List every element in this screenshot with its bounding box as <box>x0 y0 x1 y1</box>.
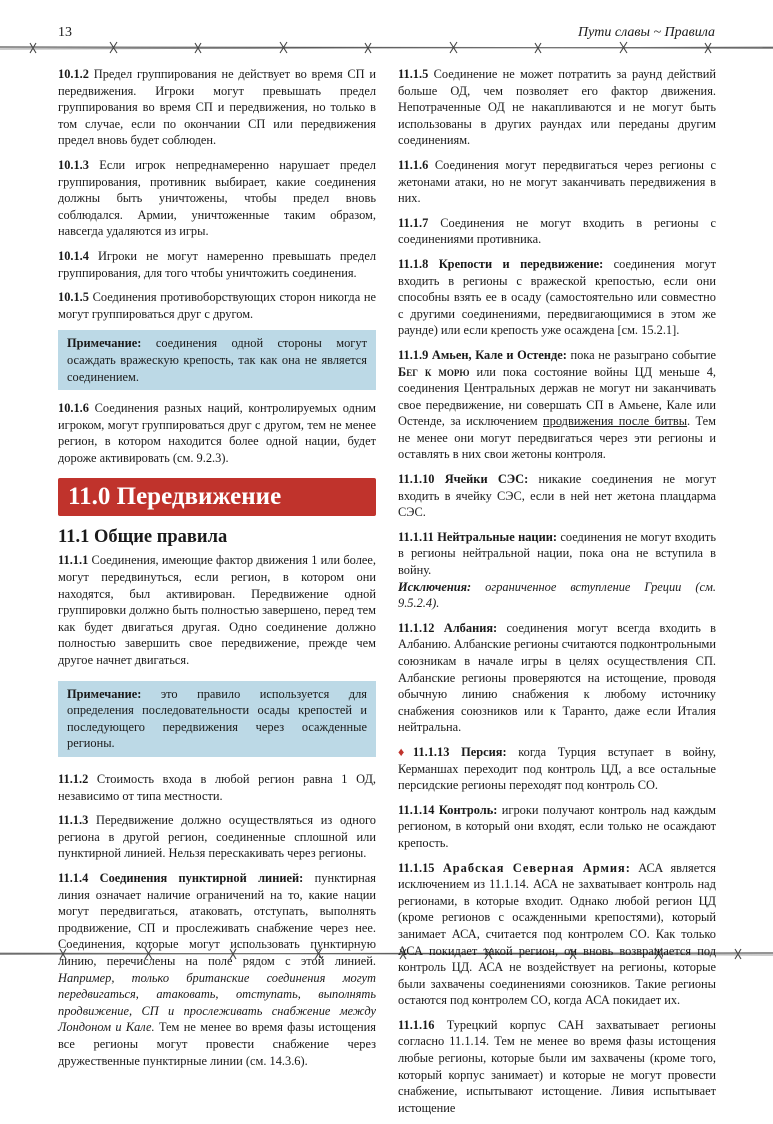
chapter-heading: 11.0 Передвижение <box>58 478 376 516</box>
section-heading: 11.1 Общие правила <box>58 527 228 548</box>
rule-11-1-12: 11.1.12 Албания: соединения могут всегда входить в Албанию. Албанские регионы считаются подконтрольными союзникам в начале игры в целях осуществления СП. Албанские регионы проверяются на истощение, проводя обычную линию снабжения к любому источнику снабжения союзников или к Таранто, даже если Италия нейтральна. <box>398 620 716 735</box>
rule-11-1-10: 11.1.10 Ячейки СЭС: никакие соединения не могут входить в ячейку СЭС, если в ней нет жетона плацдарма СЭС. <box>398 472 716 520</box>
rule-11-1-2: 11.1.2 Стоимость входа в любой регион равна 1 ОД, независимо от типа местности. <box>58 772 376 803</box>
rule-11-1-8: 11.1.8 Крепости и передвижение: соединения могут входить в регионы с вражеской крепостью, если они способны взять ее в осаду (самостоятельно или совместно с другими соединениями, передвигающимися в этом же раунде) или если крепость уже осаждена [см. 15.2.1]. <box>398 256 716 338</box>
diamond-icon: ♦ <box>398 744 413 759</box>
rule-11-1-15: 11.1.15 Арабская Северная Армия: АСА является исключением из 11.1.14. АСА не захватывает контроль над регионами, в которые входит. Однако любой регион ЦД (кроме регионов с осажденными крепостями), который занимает АСА, считается под контролем СО. Как только АСА покидает такой регион, он вновь возвращается под контроль ЦД. АСА не воздействует на регионы, которые были захвачены соединениями союзников. Такие регионы остаются под контролем СО, когда АСА покидает их. <box>398 860 717 1008</box>
left-column <box>58 66 376 1077</box>
note-box: Примечание: соединения одной стороны могут осаждать вражескую крепость, так как она не является соединением. <box>58 330 376 390</box>
rule-10-1-6: 10.1.6 Соединения разных наций, контролируемых одним игроком, могут группироваться друг с другом, тем не менее регион, в котором находится более одной нации, будет дороже активировать (см. 9.2.3). <box>58 401 376 465</box>
rule-11-1-13: ♦11.1.13 Персия: когда Турция вступает в войну, Керманшах переходит под контроль ЦД, а все остальные персидские регионы переходят под контроль СО. <box>398 744 716 793</box>
rule-reference-link: продвижения после битвы <box>543 414 688 429</box>
rule-11-1-9: 11.1.9 Амьен, Кале и Остенде: пока не разыграно событие Бег к морю или пока состояние войны ЦД меньше 4, соединения Центральных держав не могут ни заканчивать свое передвижение, ни совершать СП в Амьене, Кале или Остенде, за исключением продвижения после битвы. Тем не менее они могут передвигаться через эти регионы и оставлять в них свои жетоны контроля. <box>398 347 716 462</box>
rule-11-1-11: 11.1.11 Нейтральные нации: соединения не могут входить в регионы нейтральной нации, пока она не вступила в войну. Исключения: ограниченное вступление Греции (см. 9.5.2.4). <box>398 529 716 611</box>
rule-10-1-3: 10.1.3 Если игрок непреднамеренно нарушает предел группирования, противник выбирает, какие соединения должны быть уничтожены, чтобы предел вновь соблюдался. Армии, уничтоженные таким образом, навсегда удаляются из игры. <box>58 157 376 239</box>
right-column <box>398 66 716 1124</box>
rule-10-1-2: 10.1.2 Предел группирования не действует во время СП и передвижения. Игроки могут превышать предел группирования во время СП и передвижения, но только в том случае, если по окончании СП или передвижения предел вновь будет соблюден. <box>58 67 376 148</box>
rule-11-1-6: 11.1.6 Соединения могут передвигаться через регионы с жетонами атаки, но не могут заканчивать передвижения в них. <box>398 157 716 206</box>
rule-11-1-14: 11.1.14 Контроль: игроки получают контроль над каждым регионом, в который они входят, если только не осаждают крепость. <box>398 802 717 850</box>
running-head: Пути славы ~ Правила <box>577 25 715 40</box>
rule-10-1-5: 10.1.5 Соединения противоборствующих сторон никогда не могут группироваться друг с другом. <box>58 290 376 321</box>
page-number: 13 <box>58 25 72 40</box>
event-name: Бег к морю <box>398 364 470 379</box>
rule-10-1-4: 10.1.4 Игроки не могут намеренно превышать предел группирования, для того чтобы уничтожить соединения. <box>58 248 376 280</box>
barbed-wire-top-divider <box>0 40 773 56</box>
rule-11-1-5: 11.1.5 Соединение не может потратить за раунд действий больше ОД, чем позволяет его фактор движения. Непотраченные ОД не накапливаются и не могут быть использованы в других раундах или переданы другим соединениям. <box>398 67 716 148</box>
rule-11-1-3: 11.1.3 Передвижение должно осуществляться из одного региона в другой регион, соединенные сплошной или пунктирной линией. Нельзя перескакивать через регионы. <box>58 813 376 861</box>
rule-11-1-16: 11.1.16 Турецкий корпус САН захватывает регионы согласно 11.1.14. Тем не менее во время фазы истощения любые регионы, которые были им захвачены (кроме того, который корпус занимает) и которые не могут провести снабжение, испытывают истощение. Ливия испытывает истощение <box>398 1017 716 1115</box>
rule-11-1-4: 11.1.4 Соединения пунктирной линией: пунктирная линия означает наличие ограничений на то, какие нации могут передвигаться, атаковать, отступать, выполнять продвижение, СП и прослеживать снабжение через нее. Соединения, которые могут использовать пунктирную линию, перечислены на поле рядом с этой линией. Например, только британские соединения могут передвигаться, атаковать, отступать, выполнять продвижение, СП и прослеживать снабжение между Лондоном и Кале. Тем не менее во время фазы истощения все регионы могут провести снабжение через дружественные пунктирные линии (см. 14.3.6). <box>58 870 377 1068</box>
note-box: Примечание: это правило используется для определения последовательности осады крепостей и последующего передвижения через осажденные регионы. <box>58 681 376 757</box>
rule-11-1-7: 11.1.7 Соединения не могут входить в регионы с соединениями противника. <box>398 215 716 247</box>
rule-11-1-1: 11.1.1 Соединения, имеющие фактор движения 1 или более, могут передвинуться, если регион, в котором они находятся, был активирован. Передвижение одной группировки должно быть полностью завершено, перед тем как будет двигаться другая. Одно соединение должно полностью завершить свое передвижение, прежде чем другое начнет двигаться. <box>58 553 376 668</box>
